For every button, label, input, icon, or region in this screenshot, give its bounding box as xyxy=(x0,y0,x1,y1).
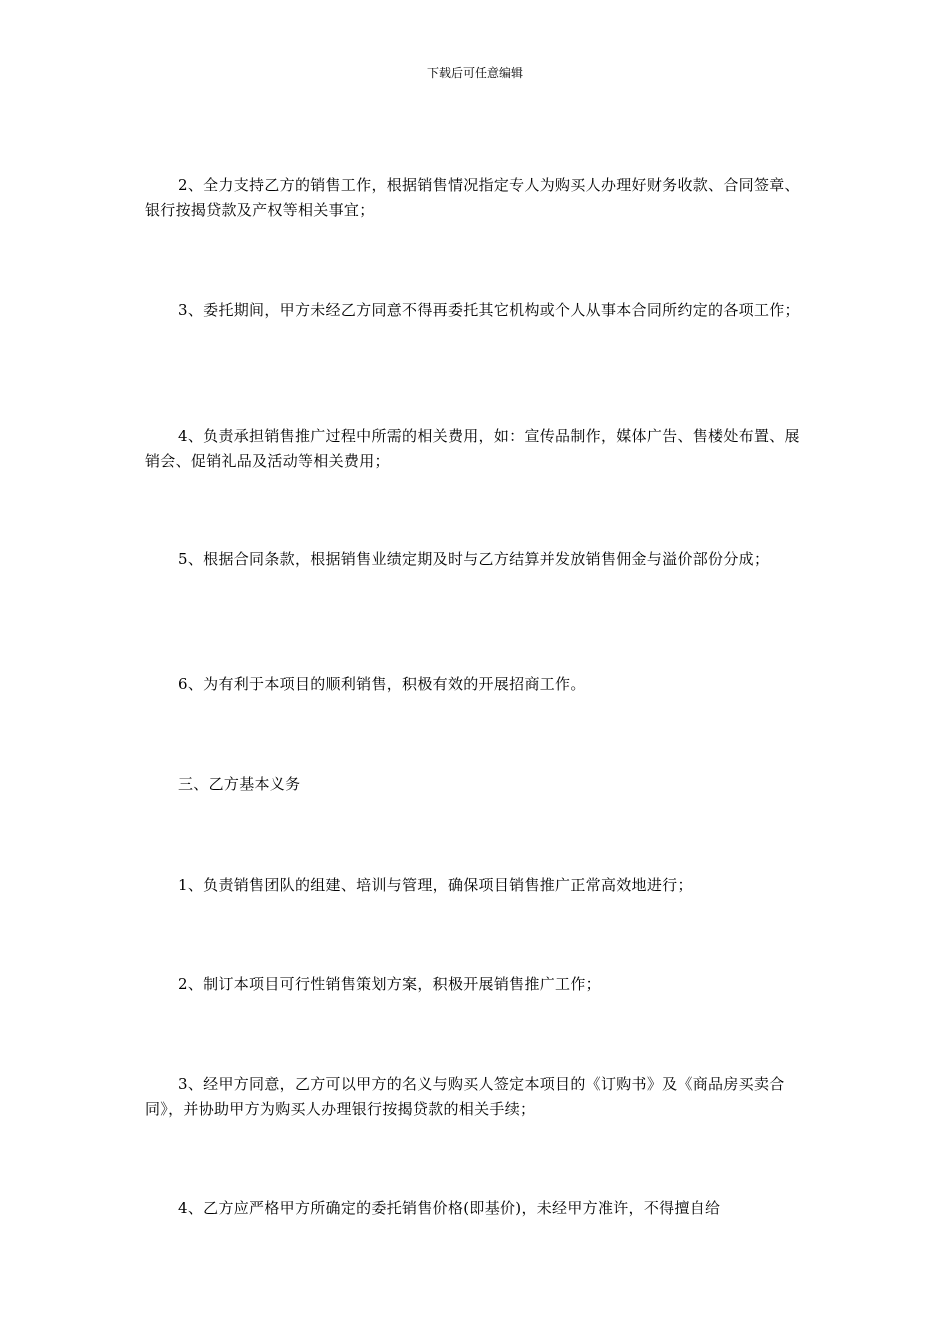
obligation-paragraph-6: 6、为有利于本项目的顺利销售，积极有效的开展招商工作。 xyxy=(178,675,586,693)
obligation-paragraph-3: 3、委托期间，甲方未经乙方同意不得再委托其它机构或个人从事本合同所约定的各项工作； xyxy=(178,301,800,319)
obligation-paragraph-5: 5、根据合同条款，根据销售业绩定期及时与乙方结算并发放销售佣金与溢价部份分成； xyxy=(178,550,770,568)
obligation-paragraph-2: 2、全力支持乙方的销售工作，根据销售情况指定专人为购买人办理好财务收款、合同签章、银行按揭贷款及产权等相关事宜； xyxy=(145,176,800,219)
party-b-item-2: 2、制订本项目可行性销售策划方案，积极开展销售推广工作； xyxy=(178,975,601,993)
party-b-item-3: 3、经甲方同意，乙方可以甲方的名义与购买人签定本项目的《订购书》及《商品房买卖合同》，并协助甲方为购买人办理银行按揭贷款的相关手续； xyxy=(145,1075,785,1118)
obligation-paragraph-4: 4、负责承担销售推广过程中所需的相关费用，如：宣传品制作，媒体广告、售楼处布置、展销会、促销礼品及活动等相关费用； xyxy=(145,427,800,470)
section-heading: 三、乙方基本义务 xyxy=(178,775,301,793)
party-b-item-1: 1、负责销售团队的组建、培训与管理，确保项目销售推广正常高效地进行； xyxy=(178,876,693,894)
page-header: 下载后可任意编辑 xyxy=(426,66,523,80)
party-b-item-4: 4、乙方应严格甲方所确定的委托销售价格(即基价)，未经甲方准许，不得擅自给 xyxy=(178,1199,721,1217)
